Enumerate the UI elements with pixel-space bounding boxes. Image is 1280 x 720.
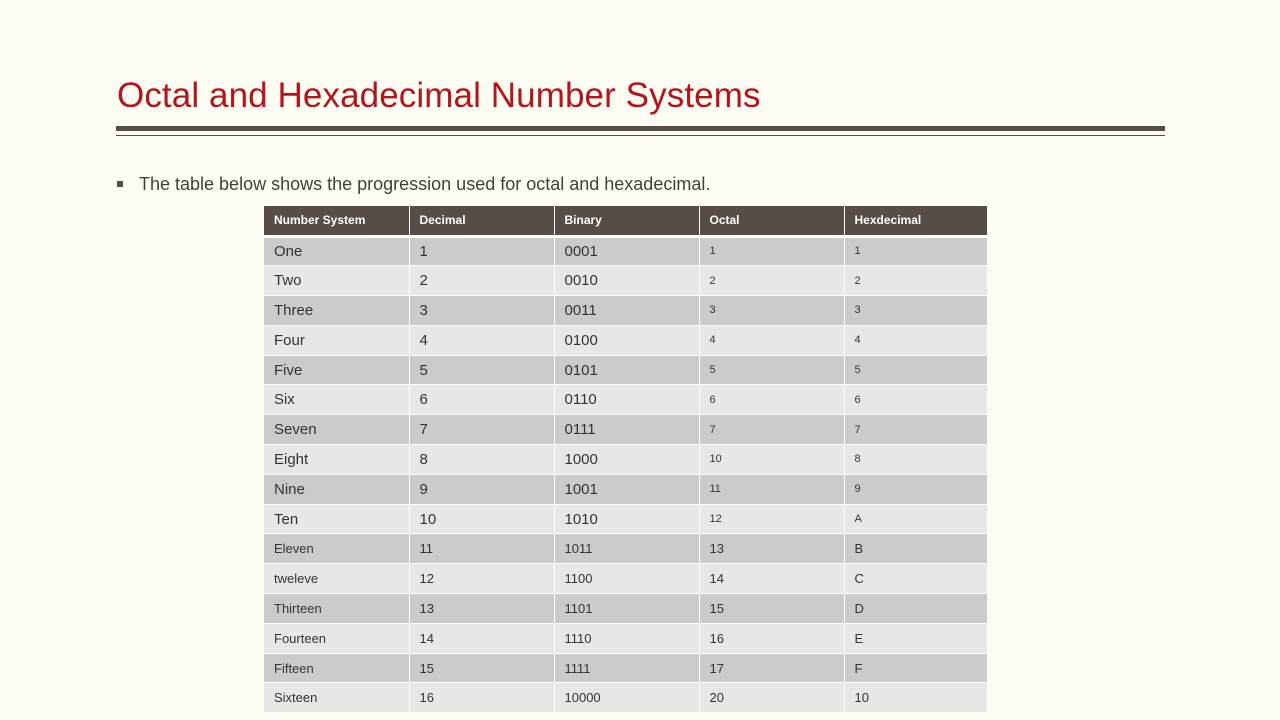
cell-octal: 16 xyxy=(699,623,844,653)
cell-binary: 0111 xyxy=(554,415,699,445)
cell-name: Six xyxy=(264,385,409,415)
cell-decimal: 1 xyxy=(409,236,554,266)
table-row xyxy=(264,385,987,415)
table-row xyxy=(264,355,987,385)
number-systems-table-container xyxy=(264,206,987,713)
table-row xyxy=(264,504,987,534)
cell-octal: 13 xyxy=(699,534,844,564)
cell-hex: B xyxy=(844,534,987,564)
header-number-system: Number System xyxy=(264,206,409,236)
number-systems-table xyxy=(264,206,987,713)
cell-octal: 14 xyxy=(699,564,844,594)
cell-binary: 1001 xyxy=(554,474,699,504)
cell-octal: 3 xyxy=(699,296,844,326)
cell-octal: 5 xyxy=(699,355,844,385)
cell-hex: D xyxy=(844,594,987,624)
table-header-row xyxy=(264,206,987,236)
cell-decimal: 14 xyxy=(409,623,554,653)
table-row xyxy=(264,266,987,296)
cell-decimal: 4 xyxy=(409,325,554,355)
cell-hex: 2 xyxy=(844,266,987,296)
cell-name: Ten xyxy=(264,504,409,534)
cell-hex: 7 xyxy=(844,415,987,445)
table-row xyxy=(264,623,987,653)
cell-binary: 0011 xyxy=(554,296,699,326)
title-divider-thin xyxy=(116,135,1165,136)
cell-hex: A xyxy=(844,504,987,534)
cell-name: Four xyxy=(264,325,409,355)
cell-hex: 10 xyxy=(844,683,987,713)
cell-name: tweleve xyxy=(264,564,409,594)
table-row xyxy=(264,683,987,713)
cell-octal: 4 xyxy=(699,325,844,355)
title-divider-thick xyxy=(116,126,1165,131)
cell-binary: 0010 xyxy=(554,266,699,296)
cell-name: Nine xyxy=(264,474,409,504)
cell-decimal: 3 xyxy=(409,296,554,326)
cell-decimal: 12 xyxy=(409,564,554,594)
header-binary: Binary xyxy=(554,206,699,236)
cell-binary: 1101 xyxy=(554,594,699,624)
cell-decimal: 13 xyxy=(409,594,554,624)
cell-binary: 0001 xyxy=(554,236,699,266)
cell-binary: 1110 xyxy=(554,623,699,653)
table-row xyxy=(264,415,987,445)
cell-octal: 7 xyxy=(699,415,844,445)
cell-decimal: 16 xyxy=(409,683,554,713)
cell-name: Two xyxy=(264,266,409,296)
cell-binary: 10000 xyxy=(554,683,699,713)
bullet-item xyxy=(117,174,710,195)
table-row xyxy=(264,534,987,564)
table-row xyxy=(264,296,987,326)
cell-hex: E xyxy=(844,623,987,653)
cell-binary: 0110 xyxy=(554,385,699,415)
cell-decimal: 5 xyxy=(409,355,554,385)
square-bullet-icon xyxy=(117,181,123,187)
cell-hex: 5 xyxy=(844,355,987,385)
cell-name: Eight xyxy=(264,445,409,475)
header-hexadecimal: Hexdecimal xyxy=(844,206,987,236)
cell-hex: 8 xyxy=(844,445,987,475)
cell-binary: 1010 xyxy=(554,504,699,534)
cell-hex: 6 xyxy=(844,385,987,415)
cell-octal: 15 xyxy=(699,594,844,624)
cell-decimal: 6 xyxy=(409,385,554,415)
cell-decimal: 9 xyxy=(409,474,554,504)
cell-octal: 1 xyxy=(699,236,844,266)
cell-decimal: 10 xyxy=(409,504,554,534)
cell-binary: 1011 xyxy=(554,534,699,564)
table-row xyxy=(264,653,987,683)
table-row xyxy=(264,564,987,594)
cell-hex: 3 xyxy=(844,296,987,326)
cell-hex: C xyxy=(844,564,987,594)
cell-name: Eleven xyxy=(264,534,409,564)
cell-binary: 1100 xyxy=(554,564,699,594)
cell-name: Fourteen xyxy=(264,623,409,653)
header-octal: Octal xyxy=(699,206,844,236)
cell-binary: 0100 xyxy=(554,325,699,355)
cell-decimal: 8 xyxy=(409,445,554,475)
cell-name: Seven xyxy=(264,415,409,445)
header-decimal: Decimal xyxy=(409,206,554,236)
cell-hex: 4 xyxy=(844,325,987,355)
cell-hex: F xyxy=(844,653,987,683)
table-row xyxy=(264,474,987,504)
table-row xyxy=(264,445,987,475)
cell-binary: 1111 xyxy=(554,653,699,683)
table-row xyxy=(264,236,987,266)
slide-title: Octal and Hexadecimal Number Systems xyxy=(117,76,761,115)
cell-binary: 0101 xyxy=(554,355,699,385)
cell-octal: 17 xyxy=(699,653,844,683)
cell-octal: 12 xyxy=(699,504,844,534)
table-row xyxy=(264,325,987,355)
cell-decimal: 2 xyxy=(409,266,554,296)
cell-decimal: 7 xyxy=(409,415,554,445)
cell-name: One xyxy=(264,236,409,266)
cell-name: Sixteen xyxy=(264,683,409,713)
cell-name: Five xyxy=(264,355,409,385)
cell-binary: 1000 xyxy=(554,445,699,475)
cell-decimal: 15 xyxy=(409,653,554,683)
cell-octal: 10 xyxy=(699,445,844,475)
table-row xyxy=(264,594,987,624)
cell-hex: 1 xyxy=(844,236,987,266)
cell-decimal: 11 xyxy=(409,534,554,564)
cell-name: Thirteen xyxy=(264,594,409,624)
cell-octal: 2 xyxy=(699,266,844,296)
cell-hex: 9 xyxy=(844,474,987,504)
cell-octal: 20 xyxy=(699,683,844,713)
cell-name: Fifteen xyxy=(264,653,409,683)
cell-octal: 11 xyxy=(699,474,844,504)
bullet-text: The table below shows the progression used for octal and hexadecimal. xyxy=(139,174,711,194)
cell-name: Three xyxy=(264,296,409,326)
cell-octal: 6 xyxy=(699,385,844,415)
